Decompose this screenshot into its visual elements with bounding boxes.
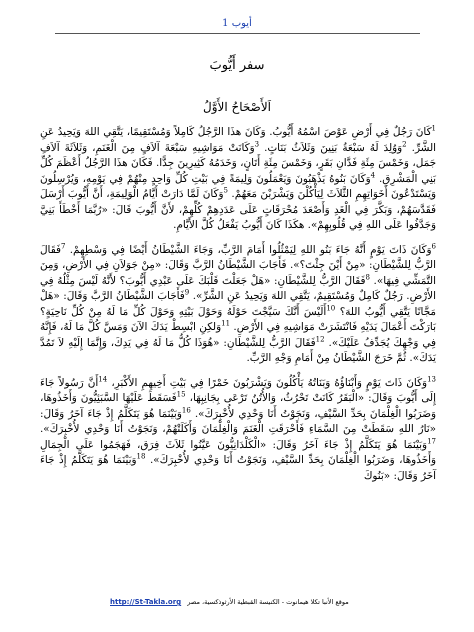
paragraph <box>40 125 436 234</box>
verse-number: 7 <box>60 242 66 251</box>
verse-text: فَسَقَطَ عَلَيْهَا السَّبَئِيُّونَ وَأَخَذُوهَا، وَضَرَبُوا الْغِلْمَانَ بِحَدِّ السَّيْفِ، وَنَجَوْتُ أَنَا وَحْدِي لأُخْبِرَكَ». <box>40 392 437 420</box>
verse-text: وَكَانَ ذَاتَ يَوْمٍ وَأَبْنَاؤُهُ وَبَنَاتُهُ يَأْكُلُونَ وَيَشْرَبُونَ خَمْرًا فِي بَيْتِ أَخِيهِمِ الأَكْبَرِ، <box>111 376 428 389</box>
verse-number: 6 <box>431 242 436 251</box>
site-credit: موقع الأنبا تكلا هيمانوت - الكنيسة القبطية الأرثوذكسية، مصر <box>187 598 349 606</box>
verse-text: كَانَ رَجُلٌ فِي أَرْضِ عَوْصَ اسْمُهُ أَيُّوبُ. وَكَانَ هذَا الرَّجُلُ كَامِلاً وَمُسْتَقِيمًا، يَتَّقِي اللهَ وَيَحِيدُ عَنِ الشَّرِّ. <box>40 126 436 154</box>
verse-number: 18 <box>136 452 146 461</box>
verse-text: أَلَيْسَ أَنَّكَ سَيَّجْتَ حَوْلَهُ وَحَوْلَ بَيْتِهِ وَحَوْلَ كُلِّ مَا لَهُ مِنْ كُلِّ نَاحِيَةٍ؟ بَارَكْتَ أَعْمَالَ يَدَيْهِ فَانْتَشَرَتْ مَوَاشِيهِ فِي الأَرْضِ. <box>40 305 436 333</box>
verse-number: 8 <box>365 273 370 282</box>
verse-number: 11 <box>221 319 231 328</box>
page-footer <box>110 598 440 606</box>
verse-text: فَقَالَ الرَّبُّ لِلشَّيْطَانِ: «هُوَذَا كُلُّ مَا لَهُ فِي يَدِكَ، وَإِنَّمَا إِلَيْهِ لاَ تَمُدَّ يَدَكَ». ثُمَّ خَرَجَ الشَّيْطَانُ مِنْ أَمَامِ وَجْهِ الرَّبِّ. <box>40 336 436 364</box>
verse-number: 9 <box>184 288 190 297</box>
site-link[interactable]: http://St-Takla.org <box>110 598 182 606</box>
verse-text: وَكَانَ لَمَّا دَارَتْ أَيَّامُ الْوَلِيمَةِ، أَنَّ أَيُّوبَ أَرْسَلَ فَقَدَّسَهُمْ، وَبَكَّرَ فِي الْغَدِ وَأَصْعَدَ مُحْرَقَاتٍ عَلَى عَدَدِهِمْ كُلِّهِمْ، لأَنَّ أَيُّوبَ قَالَ: «رُبَّمَا أَخْطَأَ بَنِيَّ وَجَدَّفُوا عَلَى اللهِ فِي قُلُوبِهِمْ». هكَذَا كَانَ أَيُّوبُ يَفْعَلُ كُلَّ الأَيَّامِ. <box>40 188 436 231</box>
verse-text: وَبَيْنَمَا هُوَ يَتَكَلَّمُ إِذْ جَاءَ آخَرُ وَقَالَ: «الْكَلْدَانِيُّونَ عَيَّنُوا ثَلاَثَ فِرَق، فَهَجَمُوا عَلَى الْجِمَالِ وَأَخَذُوهَا، وَضَرَبُوا الْغِلْمَانَ بِحَدِّ السَّيْفِ، وَنَجَوْتُ أَنَا وَحْدِي لأُخْبِرَكَ». <box>40 438 436 466</box>
verse-text: فَقَالَ الرَّبُّ لِلشَّيْطَانِ: «مِنْ أَيْنَ جِئْتَ؟». فَأَجَابَ الشَّيْطَانُ الرَّبَّ وَقَالَ: «مِنْ جَوَلاَنِ فِي الأَرْضِ، وَمِنَ التَّمَشِّي فِيهَا». <box>40 243 436 287</box>
verse-number: 1 <box>431 124 436 133</box>
verse-number: 3 <box>254 140 260 149</box>
verse-text: وَوُلِدَ لَهُ سَبْعَةُ بَنِينَ وَثَلاَثُ بَنَاتٍ. <box>264 141 403 154</box>
verse-number: 4 <box>370 171 376 180</box>
verse-text: وَبَيْنَمَا هُوَ يَتَكَلَّمُ إِذْ جَاءَ آخَرُ وَقَالَ: «نَارُ اللهِ سَقَطَتْ مِنَ السَّمَاءِ فَأَحْرَقَتِ الْغَنَمَ وَالْغِلْمَانَ وَأَكَلَتْهُمْ، وَنَجَوْتُ أَنَا وَحْدِي لأُخْبِرَكَ». <box>40 407 436 435</box>
verse-text: وَكَانَ بَنُوهُ يَذْهَبُونَ وَيَعْمَلُونَ وَلِيمَةً فِي بَيْتِ كُلِّ وَاحِدٍ مِنْهُمْ فِي يَوْمِهِ، وَيُرْسِلُونَ وَيَسْتَدْعُونَ أَخَوَاتِهِمِ الثَّلاَثَ لِيَأْكُلْنَ وَيَشْرَبْنَ مَعَهُمْ. <box>40 172 436 200</box>
verse-text: فَقَالَ الرَّبُّ لِلشَّيْطَانِ: «هَلْ جَعَلْتَ قَلْبَكَ عَلَى عَبْدِي أَيُّوبَ؟ لأَنَّهُ لَيْسَ مِثْلُهُ فِي الأَرْضِ. رَجُلٌ كَامِلٌ وَمُسْتَقِيمٌ، يَتَّقِي اللهَ وَيَحِيدُ عَنِ الشَّرِّ». <box>40 274 436 302</box>
verse-number: 13 <box>427 375 436 384</box>
verse-number: 12 <box>315 335 325 344</box>
verse-text: وَكَانَ ذَاتَ يَوْمٍ أَنَّهُ جَاءَ بَنُو اللهِ لِيَمْثُلُوا أَمَامَ الرَّبِّ، وَجَاءَ الشَّيْطَانُ أَيْضًا فِي وَسْطِهِمْ. <box>69 243 432 256</box>
verse-text: أَنَّ رَسُولاً جَاءَ إِلَى أَيُّوبَ وَقَالَ: «الْبَقَرُ كَانَتْ تَحْرُثُ، وَالأُتُنُ تَرْعَى بِجَانِبِهَا، <box>40 376 436 404</box>
verse-number: 10 <box>326 304 336 313</box>
header-divider <box>55 33 420 34</box>
chapter-body <box>40 125 436 493</box>
verse-number: 2 <box>402 140 407 149</box>
verse-number: 16 <box>181 406 191 415</box>
chapter-title: اَلأَصْحَاحُ الأَوَّلُ <box>202 100 272 114</box>
verse-text: وَبَيْنَمَا هُوَ يَتَكَلَّمُ إِذْ جَاءَ آخَرُ وَقَالَ: «بَنُوكَ <box>40 454 436 482</box>
verse-number: 17 <box>427 437 436 446</box>
verse-text: فَأَجَابَ الشَّيْطَانُ الرَّبَّ وَقَالَ: «هَلْ مَجَّانًا يَتَّقِي أَيُّوبُ اللهَ؟ <box>40 290 436 318</box>
verse-number: 5 <box>223 186 228 195</box>
verse-number: 14 <box>98 375 108 384</box>
running-header: أيوب 1 <box>222 18 252 29</box>
book-title: سفر أَيُّوبَ <box>209 58 265 73</box>
verse-text: وَلكِنِ ابْسِطْ يَدَكَ الآنَ وَمَسَّ كُلَّ مَا لَهُ، فَإِنَّهُ فِي وَجْهِكَ يُجَدِّفُ عَلَيْكَ». <box>40 321 436 349</box>
paragraph <box>40 376 436 485</box>
verse-number: 15 <box>176 390 186 399</box>
paragraph <box>40 243 436 367</box>
verse-text: وَكَانَتْ مَوَاشِيهِ سَبْعَةَ آلاَفٍ مِنَ الْغَنَمِ، وَثَلاَثَةَ آلاَفِ جَمَل، وَخَمْسَ مِئَةِ فَدَّانِ بَقَرٍ، وَخَمْسَ مِئَةِ أَتَانٍ، وَخَدَمُهُ كَثِيرِينَ جِدًّا. فَكَانَ هذَا الرَّجُلُ أَعْظَمَ كُلِّ بَنِي الْمَشْرِقِ. <box>40 141 436 185</box>
